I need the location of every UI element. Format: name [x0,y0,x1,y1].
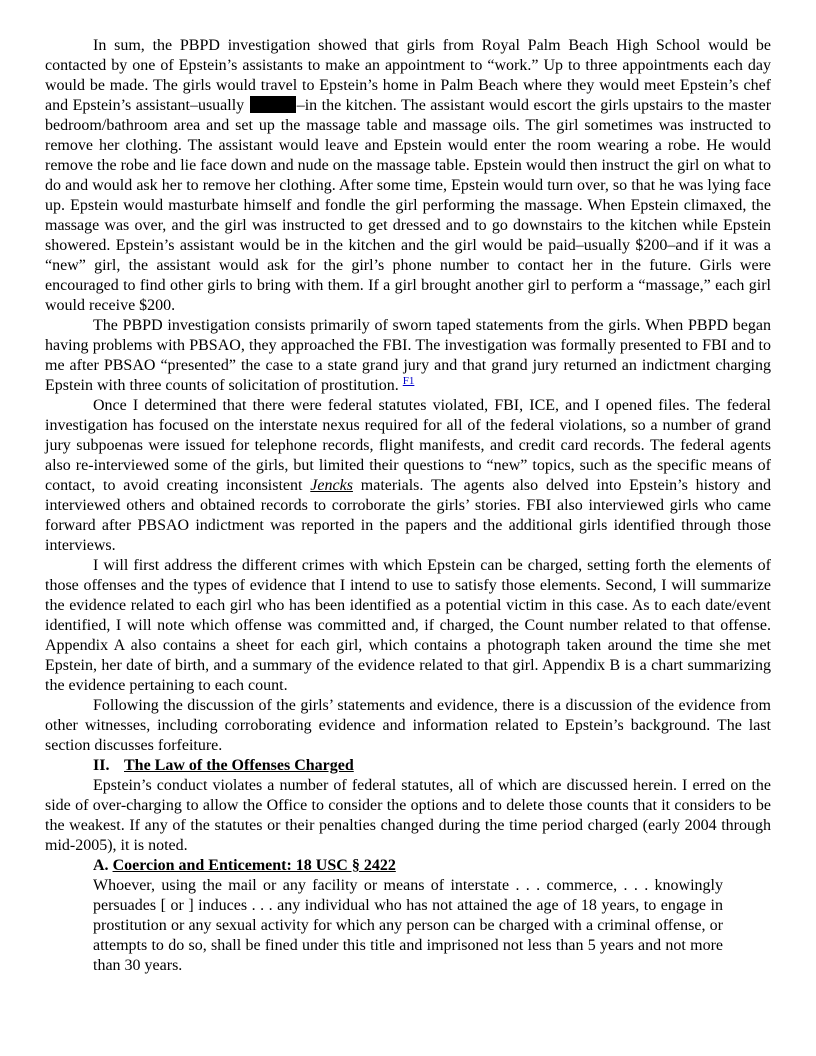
paragraph-following: Following the discussion of the girls’ statements and evidence, there is a discussion of the evidence from other witnesses, including corroborating evidence and information related to Epstein’s background. The last section discusses forfeiture. [45,697,771,754]
paragraph-summary-part2: –in the kitchen. The assistant would escort the girls upstairs to the master bedroom/bathroom area and set up the massage table and massage oils. The girl sometimes was instructed to remove her clothing. The assistant would leave and Epstein would enter the room wearing a robe. He would remove the robe and lie face down and nude on the massage table. Epstein would then instruct the girl on what to do and would ask her to remove her clothing. After some time, Epstein would turn over, so that he was lying face up. Epstein would masturbate himself and fondle the girl performing the massage. When Epstein climaxed, the massage was over, and the girl was instructed to get dressed and to go downstairs to the kitchen while Epstein showered. Epstein’s assistant would be in the kitchen and the girl would be paid–usually $200–and if it was a “new” girl, the assistant would ask for the girl’s phone number to contact her in the future. Girls were encouraged to find other girls to bring with them. If a girl brought another girl to perform a “massage,” each girl would receive $200. [45,97,772,314]
subsection-heading [45,856,771,876]
paragraph-summary [45,36,771,316]
statute-quote: Whoever, using the mail or any facility or means of interstate . . . commerce, . . . knowingly persuades [ or ] induces . . . any individual who has not attained the age of 18 years, to engage in prostitution or any sexual activity for which any person can be charged with a criminal offense, or attempts to do so, shall be fined under this title and imprisoned not less than 5 years and not more than 30 years. [93,877,723,974]
subsection-title: Coercion and Enticement: 18 USC § 2422 [112,857,396,874]
paragraph-plan: I will first address the different crimes with which Epstein can be charged, setting forth the elements of those offenses and the types of evidence that I intend to use to satisfy those elements. Second, I will summarize the evidence related to each girl who has been identified as a potential victim in this case. As to each date/event identified, I will note which offense was committed and, if charged, the Count number related to that offense. Appendix A also contains a sheet for each girl, which contains a photograph taken around the time she met Epstein, her date of birth, and a summary of the evidence related to that girl. Appendix B is a chart summarizing the evidence pertaining to each count. [45,557,771,694]
paragraph-conduct: Epstein’s conduct violates a number of federal statutes, all of which are discussed herein. I erred on the side of over-charging to allow the Office to consider the options and to delete those counts that it considers to be the weakest. If any of the statutes or their penalties changed during the time period charged (early 2004 through mid-2005), it is noted. [45,777,771,854]
jencks-term: Jencks [310,477,353,494]
section-title: The Law of the Offenses Charged [124,757,354,774]
document-page [45,36,771,976]
paragraph-summary-part1: In sum, the PBPD investigation showed that girls from Royal Palm Beach High School would be contacted by one of Epstein’s assistants to make an appointment to “work.” Up to three appointments each day would be made. The girls would travel to Epstein’s home in Palm Beach where they would meet Epstein’s chef and Epstein’s assistant–usually [45,37,771,114]
subsection-label: A. [93,857,109,874]
paragraph-investigation [45,316,771,396]
redaction-block [250,96,296,113]
paragraph-federal-part1: Once I determined that there were federal statutes violated, FBI, ICE, and I opened files. The federal investigation has focused on the interstate nexus required for all of the federal violations, so a number of grand jury subpoenas were issued for telephone records, flight manifests, and credit card records. The federal agents also re-interviewed some of the girls, but limited their questions to “new” topics, such as the specific means of contact, to avoid creating inconsistent [45,397,771,494]
paragraph-federal-part2: materials. The agents also delved into Epstein’s history and interviewed others and obtained records to corroborate the girls’ stories. FBI also interviewed girls who came forward after PBSAO indictment was reported in the papers and the additional girls identified through those interviews. [45,477,772,554]
footnote-link[interactable]: F1 [402,375,415,387]
section-number: II. [93,757,110,774]
paragraph-investigation-text: The PBPD investigation consists primarily of sworn taped statements from the girls. When PBPD began having problems with PBSAO, they approached the FBI. The investigation was formally presented to FBI and to me after PBSAO “presented” the case to a state grand jury and that grand jury returned an indictment charging Epstein with three counts of solicitation of prostitution. [45,317,771,394]
section-heading [45,756,771,776]
paragraph-federal [45,396,771,556]
